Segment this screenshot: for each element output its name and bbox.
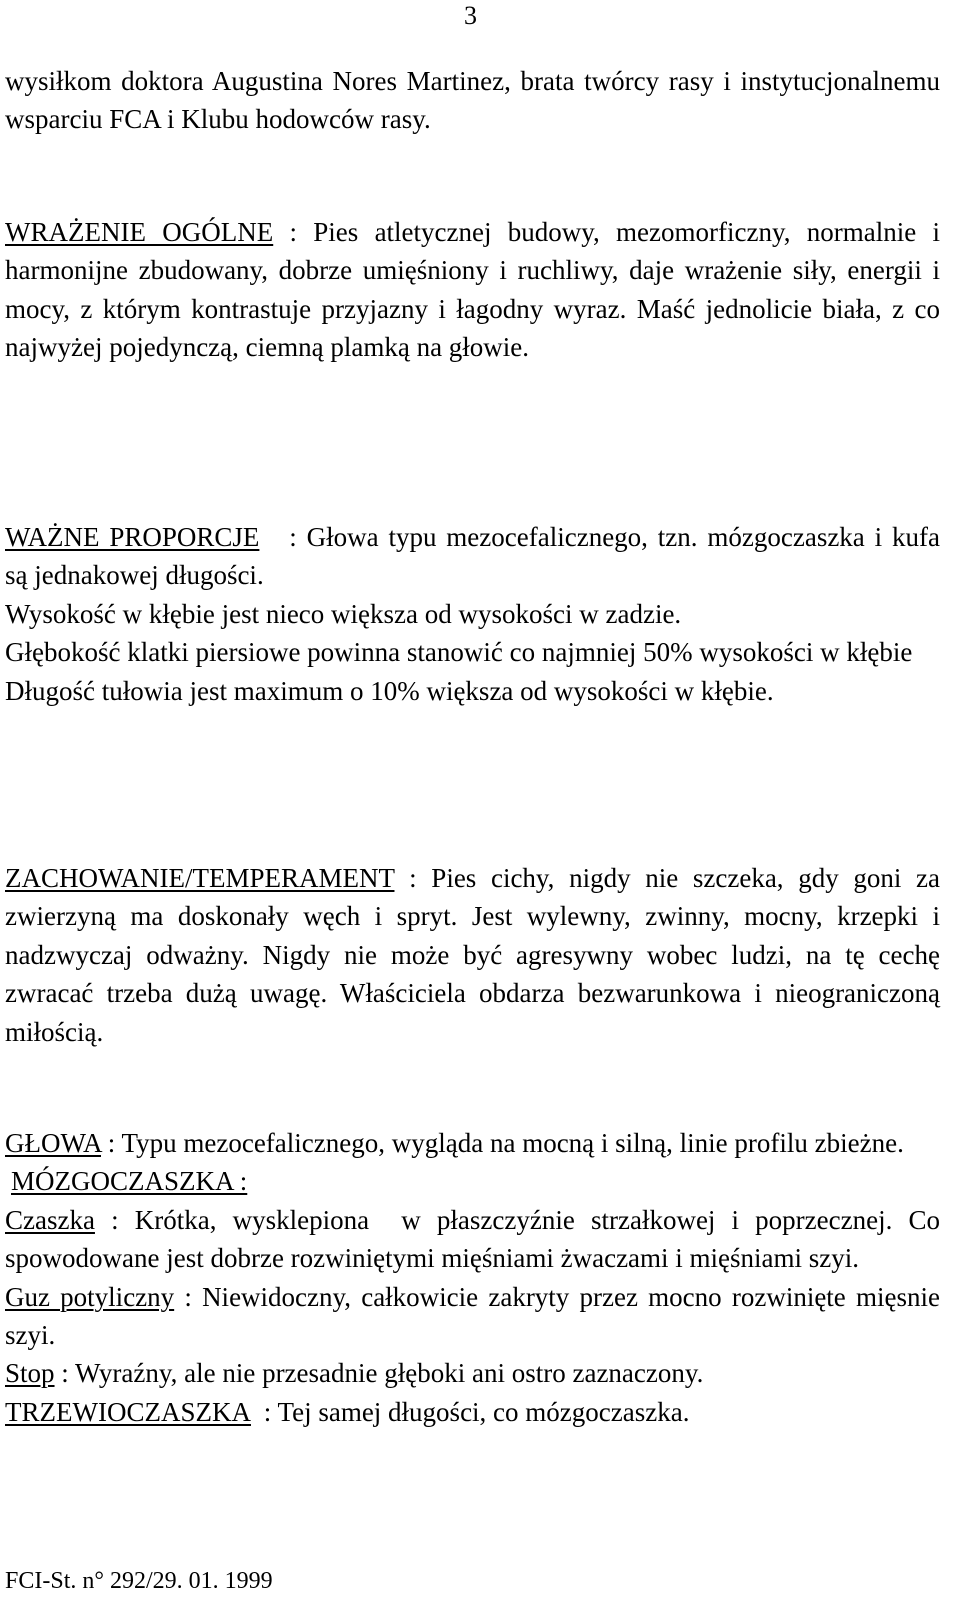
heading-separator: :	[273, 217, 314, 247]
occiput-paragraph	[5, 1278, 940, 1355]
occiput-label: Guz potyliczny	[5, 1281, 175, 1312]
head-heading: GŁOWA	[5, 1128, 101, 1158]
stop-text: Wyraźny, ale nie przesadnie głęboki ani ostro zaznaczony.	[75, 1358, 704, 1389]
label-separator: :	[174, 1281, 203, 1312]
temperament-section	[5, 859, 940, 1051]
label-separator: :	[54, 1358, 76, 1389]
temperament-text: Pies cichy, nigdy nie szczeka, gdy goni za zwierzyną ma doskonały węch i spryt. Jest wylewny, zwinny, mocny, krzepki i nadzwyczaj odważny. Nigdy nie może być agresywny wobec ludzi, na tę cechę zwracać trzeba dużą uwagę. Właściciela obdarza bezwarunkowa i nieograniczoną miłością.	[5, 863, 940, 1047]
skull-section-heading: MÓZGOCZASZKA :	[11, 1166, 248, 1197]
proportions-line-4: Długość tułowia jest maximum o 10% większa od wysokości w kłębie.	[5, 675, 774, 706]
occiput-text: Niewidoczny, całkowicie zakryty przez mocno rozwinięte mięsnie szyi.	[5, 1281, 940, 1351]
skull-label: Czaszka	[5, 1204, 95, 1235]
proportions-line-3: Głębokość klatki piersiowe powinna stanowić co najmniej 50% wysokości w kłębie	[5, 637, 913, 668]
temperament-heading: ZACHOWANIE/TEMPERAMENT	[5, 863, 395, 893]
footer-standard-reference: FCI-St. n° 292/29. 01. 1999	[5, 1568, 273, 1594]
general-impression-section	[5, 213, 940, 367]
head-section	[5, 1124, 947, 1431]
temperament-paragraph	[5, 859, 940, 1051]
general-impression-paragraph	[5, 213, 940, 367]
intro-paragraph	[5, 62, 940, 139]
general-impression-heading: WRAŻENIE OGÓLNE	[5, 217, 274, 247]
stop-label: Stop	[5, 1358, 55, 1389]
head-text: Typu mezocefalicznego, wygląda na mocną i silną, linie profilu zbieżne.	[121, 1128, 904, 1158]
head-paragraph	[5, 1124, 940, 1162]
facial-region-label: TRZEWIOCZASZKA	[5, 1396, 251, 1427]
proportions-line-2: Wysokość w kłębie jest nieco większa od wysokości w zadzie.	[5, 598, 682, 629]
proportions-section	[5, 518, 940, 710]
facial-region-paragraph	[5, 1393, 940, 1431]
proportions-line-1	[5, 518, 940, 595]
heading-separator: :	[101, 1128, 122, 1158]
intro-text: wysiłkom doktora Augustina Nores Martinez, brata twórcy rasy i instytucjonalnemu wsparciu FCA i Klubu hodowców rasy.	[5, 66, 940, 135]
proportions-text-1: Głowa typu mezocefalicznego, tzn. mózgoczaszka i kufa są jednakowej długości.	[5, 522, 940, 591]
general-impression-text: Pies atletycznej budowy, mezomorficzny, normalnie i harmonijne zbudowany, dobrze umięśniony i ruchliwy, daje wrażenie siły, energii i mocy, z którym kontrastuje przyjazny i łagodny wyraz. Maść jednolicie biała, z co najwyżej pojedynczą, ciemną plamką na głowie.	[5, 217, 940, 363]
proportions-heading: WAŻNE PROPORCJE	[5, 522, 260, 552]
heading-separator: :	[279, 522, 307, 552]
skull-section-heading-line	[5, 1162, 940, 1200]
skull-text: Krótka, wysklepiona w płaszczyźnie strzałkowej i poprzecznej. Co spowodowane jest dobrze rozwiniętymi mięśniami żwaczami i mięśniami szyi.	[5, 1204, 947, 1274]
label-separator: :	[94, 1204, 135, 1235]
label-separator: :	[256, 1396, 278, 1427]
heading-separator: :	[394, 863, 432, 893]
skull-paragraph	[5, 1201, 947, 1278]
facial-region-text: Tej samej długości, co mózgoczaszka.	[277, 1396, 690, 1427]
stop-paragraph	[5, 1354, 940, 1392]
page-number: 3	[464, 1, 477, 30]
